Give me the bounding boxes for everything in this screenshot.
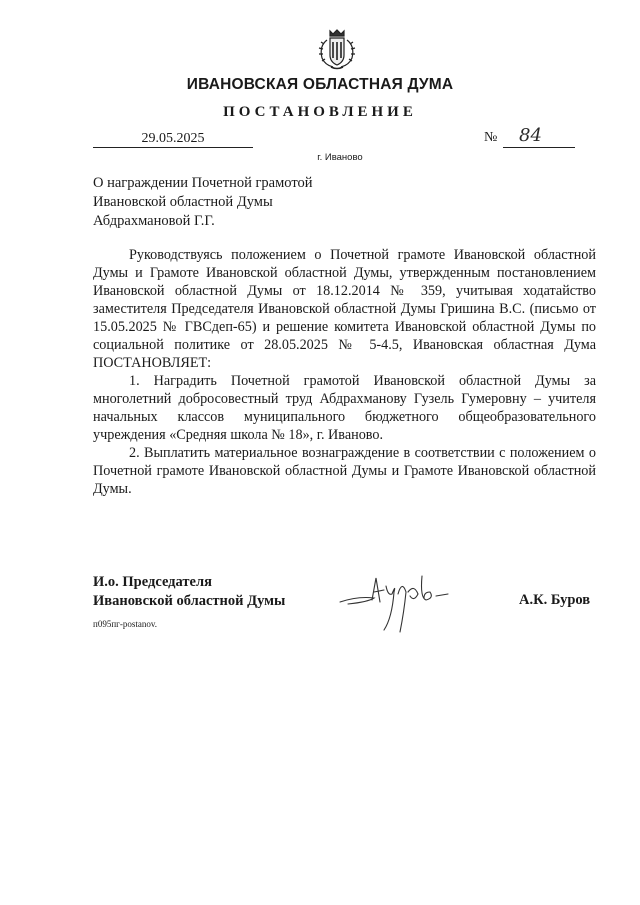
number-label: № — [484, 130, 498, 145]
document-date: 29.05.2025 — [93, 131, 253, 148]
body-paragraph: 2. Выплатить материальное вознаграждение в соответствии с положением о Почетной грамоте Ивановской областной Думы и Грамоте Ивановской областной Думы. — [93, 445, 596, 497]
coat-of-arms-icon — [313, 28, 361, 70]
subject-line: Ивановской областной Думы — [93, 194, 273, 210]
signatory-title-line: И.о. Председателя — [93, 574, 212, 590]
signatory-name: А.К. Буров — [519, 592, 591, 608]
body-paragraph: Руководствуясь положением о Почетной грамоте Ивановской областной Думы и Грамоте Ивановской областной Думы, утвержденным постановлением Ивановской областной Думы от 18.12.2014 № 359, учитывая ходатайство заместителя Председателя Ивановской областной Думы Гришина В.С. (письмо от 15.05.2025 № ГВСдеп-65) и решение комитета Ивановской областной Думы по социальной политике от 28.05.2025 № 5-4.5, Ивановская областная Дума ПОСТАНОВЛЯЕТ: — [93, 247, 596, 371]
signatory-title — [93, 573, 285, 611]
subject-line: Абдрахмановой Г.Г. — [93, 213, 215, 229]
body-paragraph: 1. Наградить Почетной грамотой Ивановской областной Думы за многолетний добросовестный труд Абдрахманову Гузель Гумеровну – учителя начальных классов муниципального бюджетного общеобразовательного учреждения «Средняя школа № 18», г. Иваново. — [93, 373, 596, 443]
document-type: ПОСТАНОВЛЕНИЕ — [223, 104, 417, 120]
document-subject — [93, 174, 313, 231]
document-body — [93, 246, 596, 498]
signatory-title-line: Ивановской областной Думы — [93, 593, 286, 609]
subject-line: О награждении Почетной грамотой — [93, 175, 313, 191]
file-reference: п095пг-postanov. — [93, 619, 157, 629]
document-number-field — [503, 125, 575, 148]
organization-title: ИВАНОВСКАЯ ОБЛАСТНАЯ ДУМА — [186, 76, 454, 93]
document-number: 84 — [519, 125, 542, 146]
city: г. Иваново — [317, 152, 363, 163]
handwritten-signature — [338, 572, 458, 642]
